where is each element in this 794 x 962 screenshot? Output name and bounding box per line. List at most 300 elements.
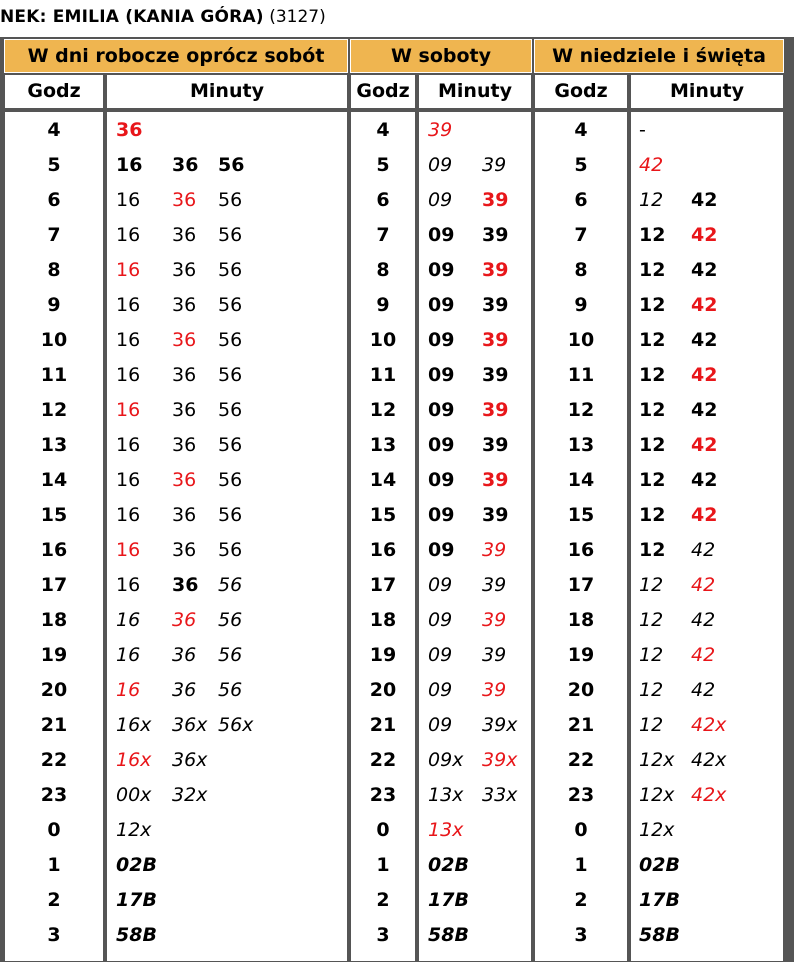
departure-row: [630, 498, 784, 533]
hour-cell: 7: [47, 224, 61, 246]
departure-minute: 09x: [428, 749, 464, 771]
hour-cell: 14: [369, 469, 397, 491]
hour-cell: 9: [376, 294, 390, 316]
departure-minute: 39: [482, 609, 507, 631]
departure-minute: 12: [639, 714, 664, 736]
departure-minute: 39: [482, 399, 509, 421]
departure-row: [106, 848, 348, 883]
departure-minute: 12: [639, 259, 666, 281]
departure-row: [630, 428, 784, 463]
departure-minute: 42: [691, 294, 718, 316]
departure-minute: 58B: [428, 924, 469, 946]
hour-cell: 23: [40, 784, 68, 806]
hour-cell: 16: [369, 539, 397, 561]
departure-minute: 56: [218, 294, 243, 316]
hour-cell: 6: [376, 189, 390, 211]
departure-minute: 16: [116, 189, 141, 211]
departure-minute: 42: [691, 609, 716, 631]
hour-cell: 0: [376, 819, 390, 841]
departure-minute: 09: [428, 154, 453, 176]
departure-row: [630, 218, 784, 253]
hour-cell: 13: [40, 434, 68, 456]
departure-minute: 12x: [639, 819, 675, 841]
departure-minute: 36: [172, 609, 197, 631]
departure-minute: 39: [482, 679, 507, 701]
departure-row: [418, 393, 532, 428]
departure-row: [106, 183, 348, 218]
departure-minute: 32x: [172, 784, 208, 806]
departure-minute: 56: [218, 504, 243, 526]
departure-minute: 12: [639, 189, 664, 211]
departure-row: [418, 358, 532, 393]
hour-cell: 4: [574, 119, 588, 141]
departure-row: [106, 568, 348, 603]
departure-minute: 16: [116, 259, 141, 281]
hour-cell: 11: [567, 364, 595, 386]
hour-cell: 10: [369, 329, 397, 351]
departure-minute: 12x: [639, 784, 675, 806]
hour-cell: 21: [369, 714, 397, 736]
departure-minute: 42: [691, 574, 716, 596]
departure-minute: 42x: [691, 714, 727, 736]
departure-minute: 39: [428, 119, 453, 141]
timetable: [0, 37, 794, 962]
departure-minute: 42: [691, 329, 718, 351]
departure-row: [630, 848, 784, 883]
departure-minute: 36: [172, 189, 197, 211]
hour-cell: 18: [369, 609, 397, 631]
departure-row: [106, 708, 348, 743]
day-header-saturdays: W soboty: [350, 39, 532, 73]
departure-minute: 36x: [172, 749, 208, 771]
departure-minute: 42: [691, 399, 718, 421]
departure-row: [630, 393, 784, 428]
departure-row: [630, 183, 784, 218]
hour-cell: 3: [47, 924, 61, 946]
departure-minute: 42: [691, 224, 718, 246]
hour-cell: 10: [567, 329, 595, 351]
hour-cell: 8: [47, 259, 61, 281]
day-header-sundays-holidays: W niedziele i święta: [534, 39, 784, 73]
departure-minute: 42: [691, 364, 718, 386]
departure-minute: 16: [116, 294, 141, 316]
departure-minute: 36: [172, 364, 197, 386]
departure-row: [106, 393, 348, 428]
departure-row: [106, 603, 348, 638]
departure-row: [630, 533, 784, 568]
hour-cell: 1: [574, 854, 588, 876]
stop-header: [0, 0, 794, 34]
departure-row: [106, 778, 348, 813]
hour-cell: 0: [47, 819, 61, 841]
departure-row: [418, 218, 532, 253]
departure-minute: 56: [218, 574, 243, 596]
departure-minute: 56: [218, 364, 243, 386]
departure-minute: 09: [428, 224, 455, 246]
departure-row: [106, 743, 348, 778]
departure-minute: 42: [691, 259, 718, 281]
departure-minute: 39: [482, 644, 507, 666]
departure-row: [106, 463, 348, 498]
departure-row: [630, 918, 784, 953]
hour-cell: 13: [369, 434, 397, 456]
hour-cell: 15: [369, 504, 397, 526]
departure-row: [106, 358, 348, 393]
departure-row: [630, 883, 784, 918]
departure-minute: 56: [218, 329, 243, 351]
departure-row: [630, 113, 784, 148]
departure-minute: 39: [482, 189, 509, 211]
departure-minute: 36: [172, 154, 199, 176]
departure-minute: 36x: [172, 714, 208, 736]
departure-row: [418, 918, 532, 953]
departure-minute: 09: [428, 434, 455, 456]
hour-cell: 23: [567, 784, 595, 806]
departure-minute: 13x: [428, 784, 464, 806]
departure-minute: 42: [691, 539, 716, 561]
departure-minute: 56: [218, 259, 243, 281]
departure-minute: 09: [428, 329, 455, 351]
departure-minute: 09: [428, 679, 453, 701]
departure-minute: 39: [482, 539, 507, 561]
departure-minute: 16: [116, 504, 141, 526]
departure-row: [630, 253, 784, 288]
hour-cell: 15: [40, 504, 68, 526]
departure-minute: 16x: [116, 714, 152, 736]
hour-cell: 6: [574, 189, 588, 211]
departure-minute: 39: [482, 574, 507, 596]
departure-minute: 42: [639, 154, 664, 176]
departure-row: [630, 358, 784, 393]
departure-minute: 36: [172, 539, 197, 561]
hour-cell: 17: [40, 574, 68, 596]
departure-minute: 16: [116, 154, 143, 176]
hour-cell: 22: [40, 749, 68, 771]
departure-row: [630, 708, 784, 743]
departure-minute: 17B: [639, 889, 680, 911]
hour-cell: 23: [369, 784, 397, 806]
departure-minute: 39x: [482, 749, 518, 771]
departure-row: [418, 113, 532, 148]
departure-row: [418, 743, 532, 778]
departure-row: [418, 253, 532, 288]
departure-minute: 58B: [639, 924, 680, 946]
departure-minute: 09: [428, 609, 453, 631]
hour-cell: 4: [47, 119, 61, 141]
departure-minute: 42: [691, 679, 716, 701]
hour-cell: 10: [40, 329, 68, 351]
departure-row: [106, 918, 348, 953]
departure-minute: 42: [691, 434, 718, 456]
departure-row: [106, 498, 348, 533]
departure-minute: 42: [691, 189, 718, 211]
departure-minute: 56: [218, 154, 245, 176]
departure-minute: 36: [172, 504, 197, 526]
departure-minute: 12: [639, 469, 666, 491]
hour-cell: 17: [567, 574, 595, 596]
departure-minute: 16: [116, 609, 141, 631]
departure-row: [106, 218, 348, 253]
hour-cell: 12: [567, 399, 595, 421]
departure-minute: 16: [116, 539, 141, 561]
hour-cell: 5: [574, 154, 588, 176]
departure-row: [418, 638, 532, 673]
departure-minute: 56: [218, 434, 243, 456]
departure-minute: 36: [172, 399, 197, 421]
departure-minute: 39: [482, 329, 509, 351]
minutes-column-header: Minuty: [630, 74, 784, 109]
hour-cell: 7: [574, 224, 588, 246]
hour-cell: 2: [376, 889, 390, 911]
departure-minute: 12: [639, 539, 666, 561]
timetable-grid: [0, 37, 792, 962]
departure-minute: 56: [218, 609, 243, 631]
departure-minute: 36: [172, 574, 199, 596]
departure-row: [106, 113, 348, 148]
hour-cell: 16: [40, 539, 68, 561]
hour-cell: 4: [376, 119, 390, 141]
hour-cell: 16: [567, 539, 595, 561]
departure-minute: 16: [116, 469, 141, 491]
departure-minute: 36: [172, 434, 197, 456]
departure-minute: 56: [218, 189, 243, 211]
departure-row: [630, 568, 784, 603]
departure-minute: 36: [172, 259, 197, 281]
departure-minute: 56x: [218, 714, 254, 736]
hour-cell: 19: [567, 644, 595, 666]
departure-minute: 16: [116, 364, 141, 386]
departure-minute: 09: [428, 364, 455, 386]
departure-minute: 16: [116, 224, 141, 246]
departure-minute: 16: [116, 434, 141, 456]
departure-minute: 56: [218, 679, 243, 701]
departure-minute: 58B: [116, 924, 157, 946]
hour-cell: 1: [376, 854, 390, 876]
departure-minute: 09: [428, 504, 455, 526]
hour-cell: 12: [40, 399, 68, 421]
hour-cell: 2: [574, 889, 588, 911]
departure-minute: 02B: [639, 854, 680, 876]
departure-minute: 36: [172, 644, 197, 666]
hour-cell: 19: [40, 644, 68, 666]
hour-cell: 9: [574, 294, 588, 316]
departure-minute: 16x: [116, 749, 152, 771]
departure-minute: 42x: [691, 749, 727, 771]
departure-minute: 12: [639, 574, 664, 596]
departure-row: [106, 533, 348, 568]
hour-cell: 1: [47, 854, 61, 876]
departure-minute: 16: [116, 644, 141, 666]
hour-cell: 22: [369, 749, 397, 771]
departure-minute: 56: [218, 644, 243, 666]
departure-minute: 16: [116, 329, 141, 351]
departure-row: [630, 813, 784, 848]
departure-row: [418, 428, 532, 463]
hour-column-header: Godz: [350, 74, 416, 109]
departure-minute: 12: [639, 434, 666, 456]
departure-minute: 12: [639, 399, 666, 421]
departure-minute: 39: [482, 154, 507, 176]
departure-minute: 36: [172, 679, 197, 701]
departure-minute: 39: [482, 259, 509, 281]
departure-minute: 09: [428, 469, 455, 491]
hour-cell: 11: [369, 364, 397, 386]
departure-row: [630, 148, 784, 183]
hour-cell: 7: [376, 224, 390, 246]
departure-row: [106, 428, 348, 463]
departure-row: [418, 848, 532, 883]
day-header-weekdays: W dni robocze oprócz sobót: [4, 39, 348, 73]
departure-minute: 16: [116, 574, 141, 596]
departure-row: [418, 323, 532, 358]
departure-minute: 09: [428, 714, 453, 736]
departure-row: [418, 673, 532, 708]
hour-cell: 6: [47, 189, 61, 211]
hour-cell: 5: [376, 154, 390, 176]
hour-column-header: Godz: [534, 74, 628, 109]
hour-cell: 21: [567, 714, 595, 736]
departure-row: [106, 288, 348, 323]
hour-cell: 20: [369, 679, 397, 701]
departure-row: [106, 673, 348, 708]
departure-minute: 42: [691, 504, 718, 526]
departure-minute: 17B: [428, 889, 469, 911]
hour-cell: 11: [40, 364, 68, 386]
departure-minute: 56: [218, 539, 243, 561]
hour-column-header: Godz: [4, 74, 104, 109]
departure-minute: 17B: [116, 889, 157, 911]
departure-minute: 12: [639, 504, 666, 526]
departure-minute: 56: [218, 224, 243, 246]
hour-cell: 8: [574, 259, 588, 281]
hour-cell: 0: [574, 819, 588, 841]
departure-row: [630, 463, 784, 498]
departure-minute: 02B: [428, 854, 469, 876]
departure-minute: 36: [172, 469, 197, 491]
departure-minute: 09: [428, 189, 453, 211]
hour-cell: 17: [369, 574, 397, 596]
hour-cell: 18: [40, 609, 68, 631]
departure-minute: 42: [691, 644, 716, 666]
departure-row: [630, 288, 784, 323]
departure-minute: 12: [639, 294, 666, 316]
departure-minute: 36: [172, 294, 197, 316]
departure-row: [630, 673, 784, 708]
hour-cell: 15: [567, 504, 595, 526]
hour-cell: 13: [567, 434, 595, 456]
hour-cell: 3: [376, 924, 390, 946]
departure-row: [418, 148, 532, 183]
departure-minute: 36: [172, 329, 197, 351]
departure-minute: 09: [428, 259, 455, 281]
departure-row: [418, 708, 532, 743]
departure-row: [630, 638, 784, 673]
hour-cell: 3: [574, 924, 588, 946]
departure-minute: -: [639, 119, 646, 141]
departure-minute: 33x: [482, 784, 518, 806]
minutes-column-header: Minuty: [106, 74, 348, 109]
departure-row: [418, 183, 532, 218]
departure-minute: 12: [639, 364, 666, 386]
departure-minute: 12: [639, 329, 666, 351]
departure-row: [418, 568, 532, 603]
departure-minute: 12: [639, 609, 664, 631]
departure-minute: 16: [116, 399, 141, 421]
departure-row: [106, 253, 348, 288]
departure-minute: 39: [482, 224, 509, 246]
departure-minute: 56: [218, 399, 243, 421]
departure-minute: 09: [428, 574, 453, 596]
hour-cell: 22: [567, 749, 595, 771]
departure-minute: 12: [639, 224, 666, 246]
departure-minute: 12x: [116, 819, 152, 841]
departure-minute: 09: [428, 294, 455, 316]
departure-row: [630, 743, 784, 778]
departure-row: [106, 638, 348, 673]
departure-row: [630, 603, 784, 638]
hour-cell: 5: [47, 154, 61, 176]
departure-minute: 16: [116, 679, 141, 701]
hour-cell: 14: [40, 469, 68, 491]
hour-cell: 8: [376, 259, 390, 281]
stop-code: (3127): [269, 7, 326, 27]
minutes-column-header: Minuty: [418, 74, 532, 109]
departure-minute: 02B: [116, 854, 157, 876]
departure-row: [418, 288, 532, 323]
hour-cell: 19: [369, 644, 397, 666]
departure-minute: 36: [116, 119, 143, 141]
departure-minute: 39: [482, 504, 509, 526]
departure-minute: 12: [639, 644, 664, 666]
departure-minute: 39: [482, 364, 509, 386]
hour-cell: 20: [40, 679, 68, 701]
departure-minute: 12x: [639, 749, 675, 771]
departure-row: [418, 463, 532, 498]
departure-minute: 42: [691, 469, 718, 491]
departure-minute: 13x: [428, 819, 464, 841]
departure-row: [630, 323, 784, 358]
departure-row: [106, 323, 348, 358]
departure-row: [418, 778, 532, 813]
hour-cell: 21: [40, 714, 68, 736]
departure-row: [418, 603, 532, 638]
departure-minute: 39: [482, 434, 509, 456]
hour-cell: 9: [47, 294, 61, 316]
departure-row: [418, 533, 532, 568]
departure-minute: 39: [482, 469, 509, 491]
departure-minute: 39: [482, 294, 509, 316]
hour-cell: 12: [369, 399, 397, 421]
departure-minute: 09: [428, 644, 453, 666]
departure-minute: 12: [639, 679, 664, 701]
departure-row: [418, 813, 532, 848]
departure-minute: 00x: [116, 784, 152, 806]
departure-minute: 39x: [482, 714, 518, 736]
departure-row: [418, 883, 532, 918]
departure-minute: 42x: [691, 784, 727, 806]
hour-cell: 20: [567, 679, 595, 701]
departure-row: [418, 498, 532, 533]
stop-name: NEK: EMILIA (KANIA GÓRA): [0, 7, 264, 27]
departure-minute: 09: [428, 539, 455, 561]
departure-row: [106, 148, 348, 183]
departure-minute: 09: [428, 399, 455, 421]
departure-minute: 56: [218, 469, 243, 491]
hour-cell: 14: [567, 469, 595, 491]
hour-cell: 18: [567, 609, 595, 631]
departure-row: [106, 883, 348, 918]
hour-cell: 2: [47, 889, 61, 911]
